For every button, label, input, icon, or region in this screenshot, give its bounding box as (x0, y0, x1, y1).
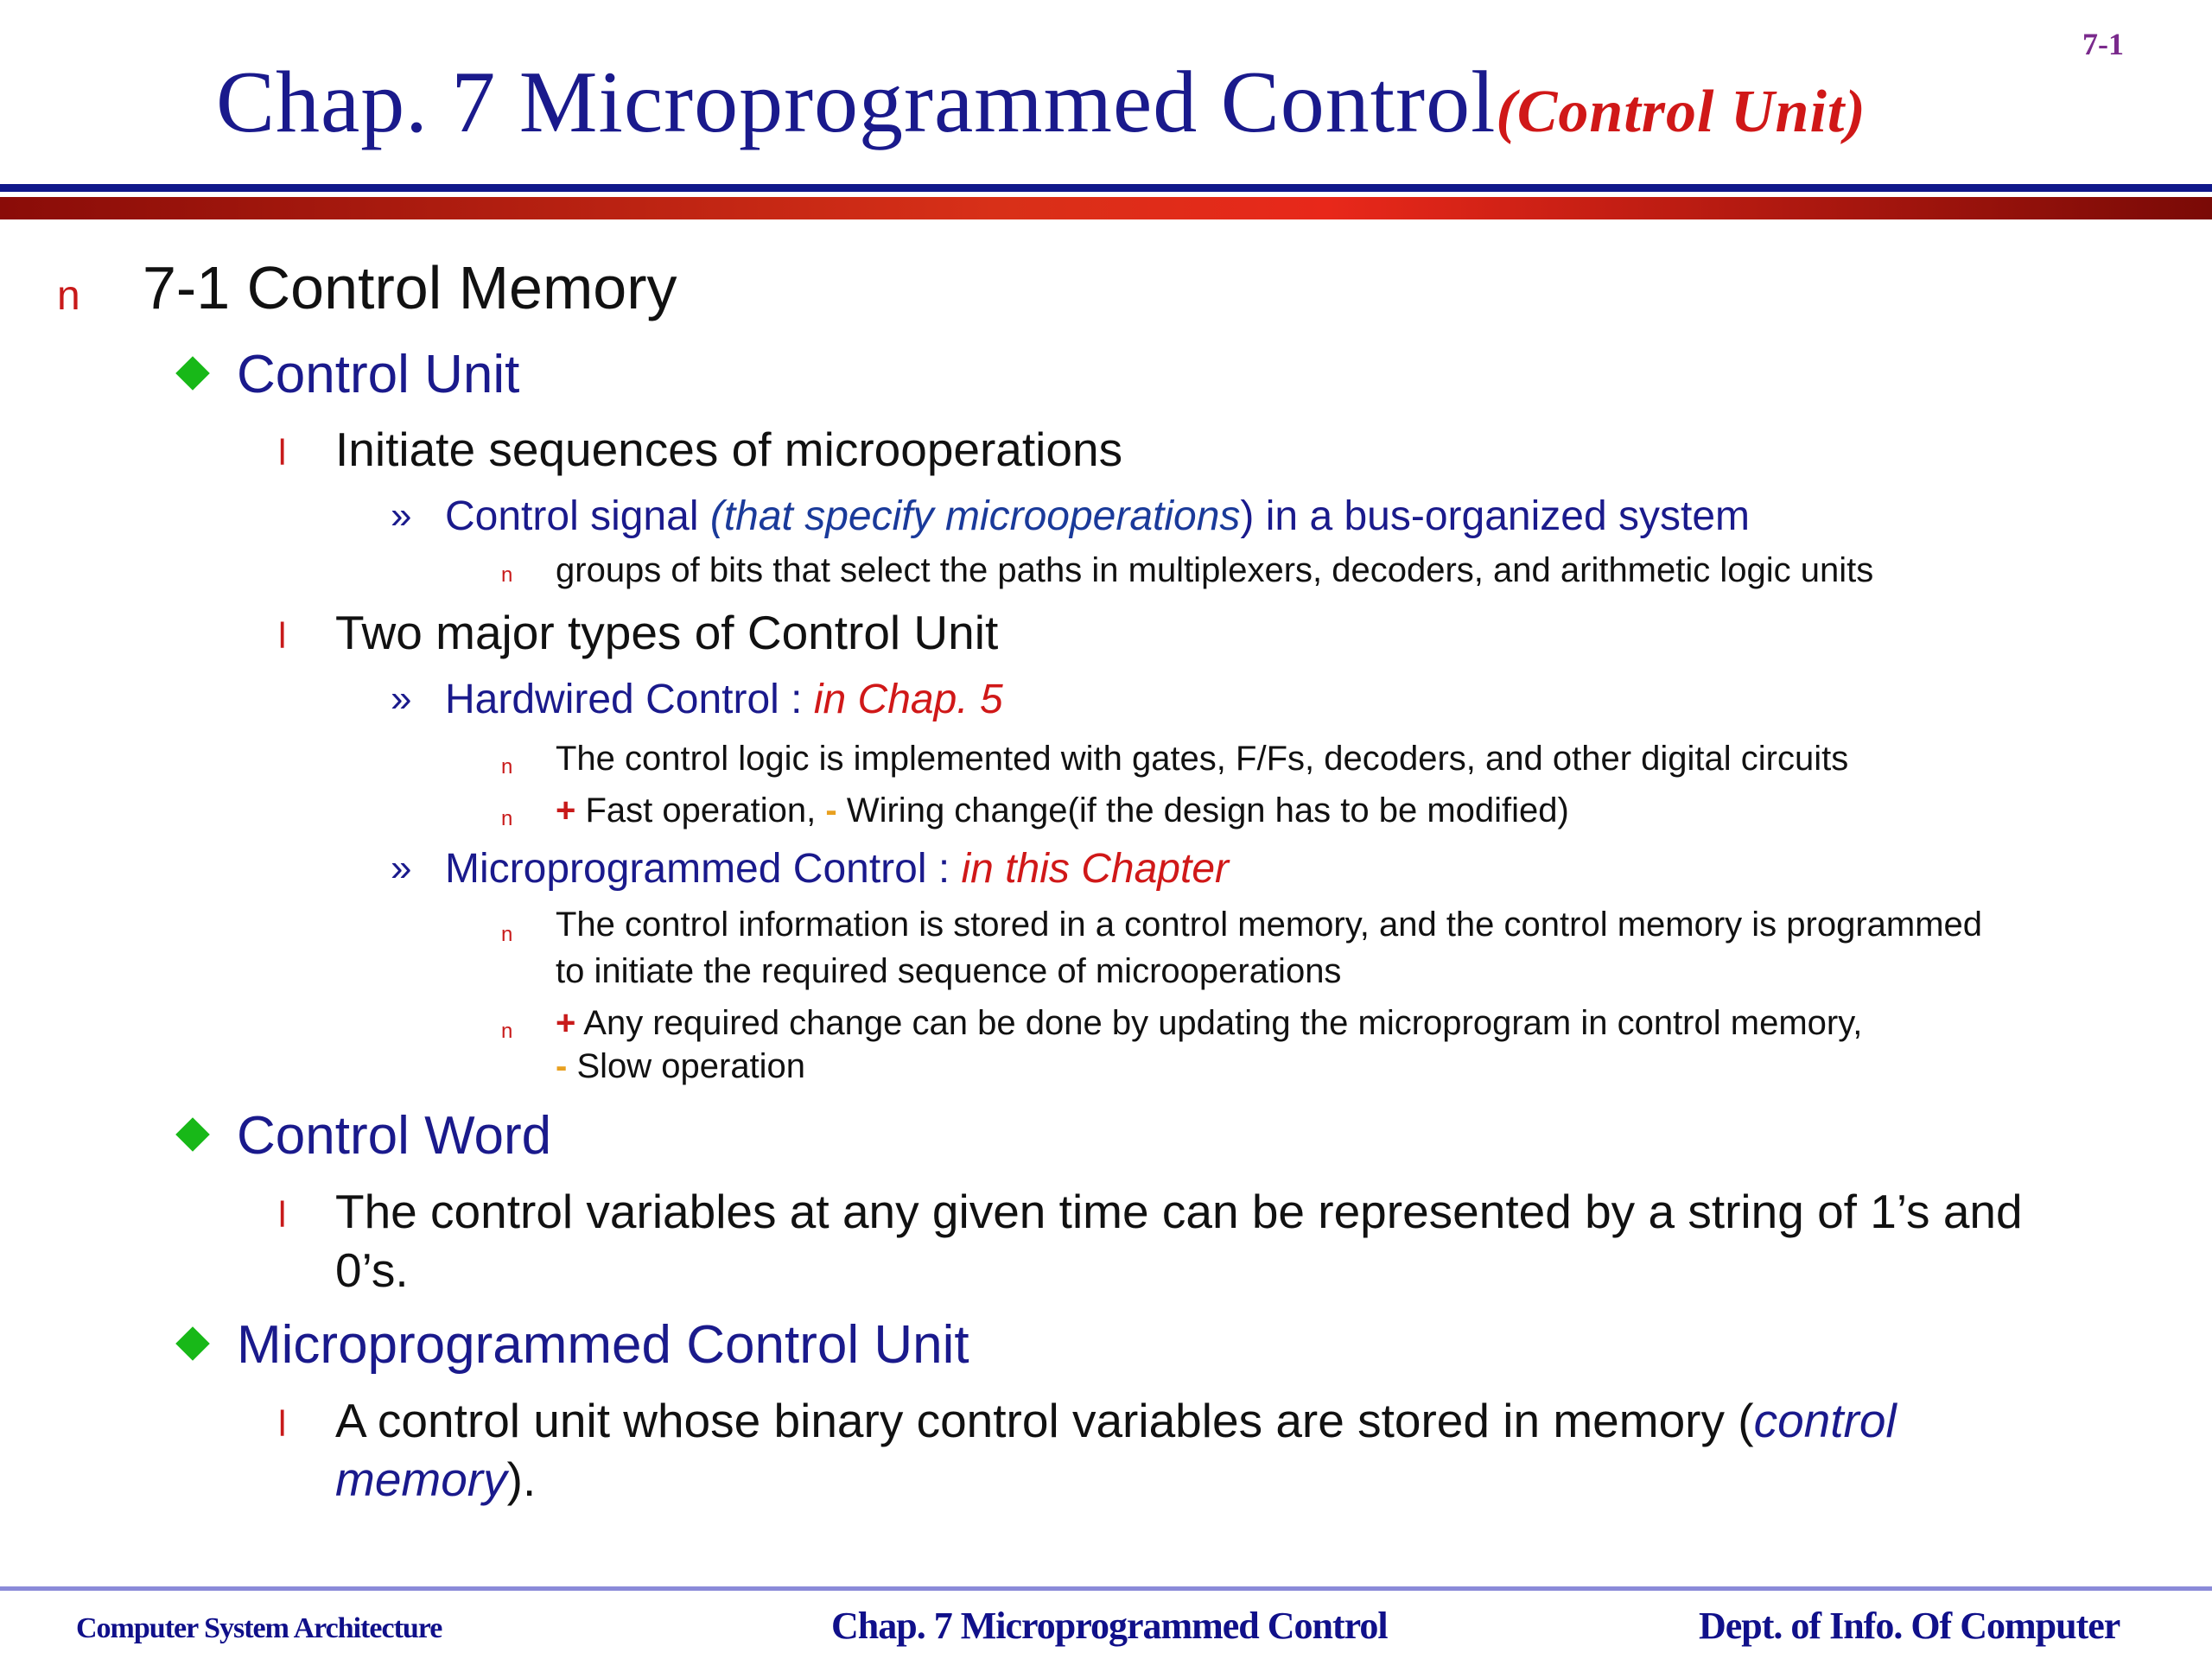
footer-left: Computer System Architecture (76, 1612, 442, 1644)
bullet-level5: n (501, 807, 513, 830)
bullet-level4: » (391, 494, 412, 537)
bullet-level4: » (391, 847, 412, 889)
slide-title (216, 52, 1866, 153)
diamond-bullet-icon (175, 356, 210, 391)
bullet-level5: n (501, 1020, 513, 1043)
control-word-line1: The control variables at any given time can be represented by a string of 1’s and (335, 1185, 2023, 1238)
footer-right: Dept. of Info. Of Computer (1699, 1605, 2120, 1647)
micro-unit-italic1: control (1753, 1394, 1897, 1447)
footer-center: Chap. 7 Microprogrammed Control (831, 1605, 1388, 1647)
plus-text: Any required change can be done by updating the microprogram in control memory, (575, 1004, 1863, 1042)
minus-sign: - (825, 791, 837, 830)
hardwired-label: Hardwired Control : (445, 677, 814, 722)
micro-plus-text (556, 1004, 1862, 1043)
plus-sign: + (556, 1004, 576, 1042)
minus-text: Wiring change(if the design has to be modified) (836, 791, 1569, 830)
micro-unit-italic2: memory (335, 1452, 507, 1506)
micro-ref: in this Chapter (961, 846, 1230, 892)
minus-text: Slow operation (567, 1047, 806, 1085)
control-unit-heading: Control Unit (237, 345, 520, 404)
micro-control-text (445, 845, 1229, 893)
control-word-heading: Control Word (237, 1106, 552, 1166)
bullet-level3: l (278, 1403, 287, 1444)
bullet-level4: » (391, 677, 412, 720)
micro-unit-line1 (335, 1393, 1897, 1448)
micro-unit-pre: A control unit whose binary control variables are stored in memory ( (335, 1394, 1754, 1447)
title-sub: (Control Unit) (1496, 79, 1866, 145)
hardwired-proscons-text (556, 791, 1569, 830)
bullet-level5: n (501, 923, 513, 946)
two-types-text: Two major types of Control Unit (335, 606, 999, 659)
footer-rule (0, 1586, 2212, 1591)
diamond-bullet-icon (175, 1117, 210, 1152)
slide-number: 7-1 (2082, 27, 2124, 61)
control-word-line2: 0’s. (335, 1243, 409, 1297)
micro-minus-text (556, 1047, 805, 1086)
signal-post: ) in a bus-organized system (1240, 493, 1751, 539)
signal-pre: Control signal (445, 493, 710, 539)
title-rule-blue (0, 184, 2212, 192)
micro-info-line1: The control information is stored in a control memory, and the control memory is programmed (556, 906, 1983, 944)
title-rule-red (0, 197, 2212, 219)
bullet-level3: l (278, 615, 287, 656)
initiate-text: Initiate sequences of microoperations (335, 423, 1123, 476)
hardwired-ref: in Chap. 5 (813, 677, 1003, 722)
diamond-bullet-icon (175, 1326, 210, 1361)
plus-sign: + (556, 791, 576, 830)
micro-label: Microprogrammed Control : (445, 846, 962, 892)
signal-italic: (that specify microoperations (709, 493, 1241, 539)
groups-text: groups of bits that select the paths in multiplexers, decoders, and arithmetic logic units (556, 551, 1874, 589)
hardwired-text (445, 676, 1003, 723)
control-signal-text (445, 493, 1750, 540)
section-heading: 7-1 Control Memory (143, 254, 677, 321)
bullet-level5: n (501, 563, 513, 587)
bullet-level5: n (501, 755, 513, 779)
micro-unit-line2 (335, 1452, 536, 1507)
micro-unit-heading: Microprogrammed Control Unit (237, 1315, 969, 1375)
hardwired-logic-text: The control logic is implemented with gates, F/Fs, decoders, and other digital circuits (556, 740, 1849, 778)
plus-text: Fast operation, (575, 791, 826, 830)
bullet-level1: n (57, 273, 80, 319)
bullet-level3: l (278, 432, 287, 473)
minus-sign: - (556, 1047, 568, 1085)
micro-info-line2: to initiate the required sequence of microoperations (556, 952, 1342, 990)
bullet-level3: l (278, 1194, 287, 1235)
micro-unit-post: ). (506, 1452, 537, 1506)
title-main: Chap. 7 Microprogrammed Control (216, 54, 1497, 151)
